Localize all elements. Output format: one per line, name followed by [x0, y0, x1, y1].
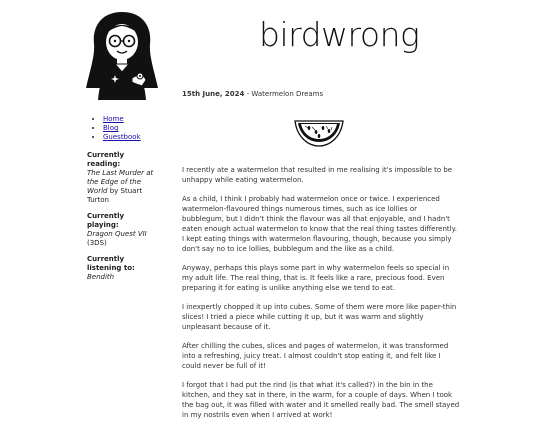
- watermelon-icon: [292, 115, 346, 149]
- nav-item-blog: [103, 124, 157, 133]
- currently-reading: [87, 151, 157, 205]
- post-body: [182, 165, 460, 429]
- nav-link-blog[interactable]: Blog: [103, 124, 119, 132]
- post-paragraph: I inexpertly chopped it up into cubes. Some of them were more like paper-thin slices! I tried a piece while cutting it up, but it was warm and slightly unpleasant because of it.: [182, 303, 457, 331]
- nav-link-home[interactable]: Home: [103, 115, 124, 123]
- nav-link-guestbook[interactable]: Guestbook: [103, 133, 141, 141]
- post-paragraph: Anyway, perhaps this plays some part in why watermelon feels so special in my adult life. The real thing, that is. It feels like a rare, precious food. Even preparing it for eating is unlike anything else we tend to eat.: [182, 264, 450, 292]
- post-paragraph: I recently ate a watermelon that resulted in me realising it's impossible to be unhappy while eating watermelon.: [182, 166, 453, 184]
- post-separator: -: [244, 90, 252, 98]
- post-date: 15th June, 2024: [182, 90, 245, 98]
- playing-heading: Currently playing:: [87, 212, 125, 229]
- post-paragraph: As a child, I think I probably had watermelon once or twice. I experienced watermelon-flavoured things numerous times, such as ice lollies or bubblegum, but I didn't think the flavour was all that enjoyable, and I hadn't eaten enough actual watermelon to know that the real thing tastes differently. I kept eating things with watermelon flavouring, though, because you simply don't say no to ice lollies, bubblegum and the like as a child.: [182, 195, 457, 253]
- post-paragraph: After chilling the cubes, slices and pages of watermelon, it was transformed into a refreshing, juicy treat. I almost couldn't stop eating it, and felt like I could never be full of it!: [182, 342, 449, 370]
- reading-author: by Stuart Turton: [87, 187, 143, 204]
- avatar: [84, 8, 160, 102]
- post-paragraph: I forgot that I had put the rind (is that what it's called?) in the bin in the kitchen, and they sat in there, in the warm, for a couple of days. When I took the bag out, it was filled with water and it smelled really bad. The smell stayed in my nostrils even when I arrived at work!: [182, 381, 460, 419]
- post-meta: [182, 90, 323, 98]
- playing-platform: (3DS): [87, 239, 107, 247]
- playing-value: [87, 230, 157, 248]
- nav-item-guestbook: [103, 133, 157, 142]
- post-title: Watermelon Dreams: [251, 90, 324, 98]
- site-title: birdwrong: [259, 15, 420, 54]
- listening-heading: Currently listening to:: [87, 255, 135, 272]
- playing-title: Dragon Quest VII: [87, 230, 147, 238]
- nav-list: [87, 115, 157, 142]
- reading-heading: Currently reading:: [87, 151, 125, 168]
- currently-playing: [87, 212, 157, 248]
- currently-listening: [87, 255, 157, 282]
- nav-item-home: [103, 115, 157, 124]
- sidebar: [87, 115, 157, 282]
- reading-title: The Last Murder at the Edge of the World: [87, 169, 154, 195]
- listening-value: Bendith: [87, 273, 115, 281]
- reading-value: [87, 169, 157, 205]
